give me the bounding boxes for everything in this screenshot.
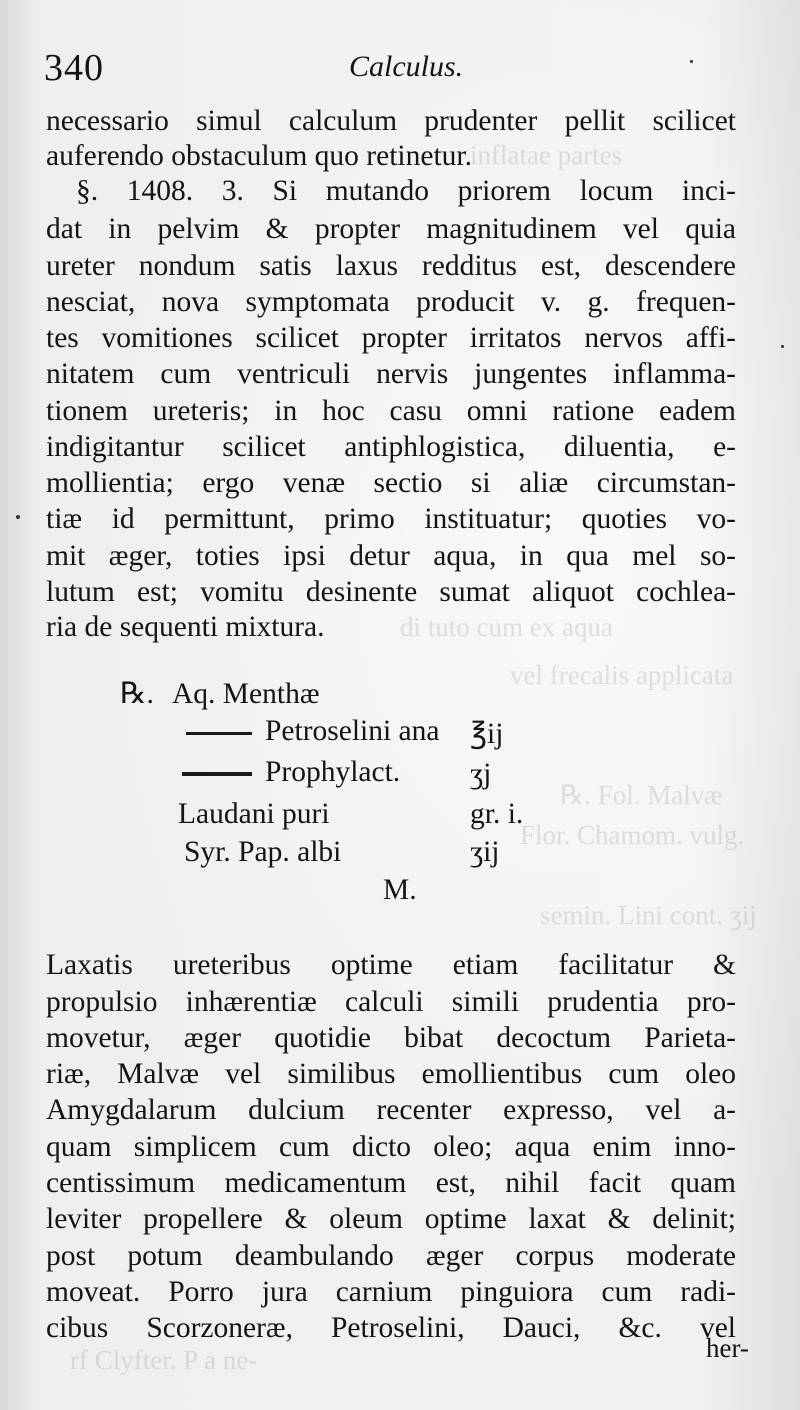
rx-ingredient: Laudani puri [178, 798, 330, 830]
text-line: movetur, æger quotidie bibat decoctum Parieta- [46, 1022, 736, 1054]
ink-speck [16, 515, 20, 519]
ditto-dash [186, 732, 252, 735]
rx-ingredient: Aq. Menthæ [172, 678, 320, 710]
show-through-text: rf Clyfter. P a ne- [70, 1345, 258, 1375]
page-header [44, 40, 744, 96]
show-through-text: semin. Lini cont. ʒij [540, 900, 757, 930]
rx-misce: M. [383, 874, 417, 906]
ink-speck [781, 345, 784, 348]
text-line: centissimum medicamentum est, nihil facit quam [46, 1167, 736, 1199]
rx-ingredient: Prophylact. [265, 756, 401, 788]
page-number: 340 [44, 47, 104, 89]
show-through-text: inflatae partes [470, 140, 623, 170]
text-line: nesciat, nova symptomata producit v. g. frequen- [46, 286, 736, 318]
text-line: ureter nondum satis laxus redditus est, descendere [46, 250, 736, 282]
ink-speck [690, 60, 693, 63]
text-line: Amygdalarum dulcium recenter expresso, vel a- [46, 1094, 736, 1126]
rx-ingredient: Petroselini ana [265, 715, 440, 747]
rx-dose: ℥ij [470, 718, 504, 750]
rx-symbol: ℞. [120, 678, 154, 710]
text-line: ria de sequenti mixtura. [46, 611, 325, 643]
text-line: cibus Scorzoneræ, Petroselini, Dauci, &c. vel [46, 1312, 736, 1344]
text-line: leviter propellere & oleum optime laxat & delinit; [46, 1203, 736, 1235]
text-line: propulsio inhærentiæ calculi simili prudentia pro- [46, 986, 736, 1018]
text-line: post potum deambulando æger corpus moderate [46, 1240, 736, 1272]
rx-ingredient: Syr. Pap. albi [184, 836, 342, 868]
show-through-text: Flor. Chamom. vulg. [520, 820, 745, 850]
text-line: nitatem cum ventriculi nervis jungentes inflamma- [46, 358, 736, 390]
text-line: §. 1408. 3. Si mutando priorem locum inci- [76, 175, 736, 207]
show-through-text: ℞. Fol. Malvæ [560, 780, 723, 810]
catchword: her- [706, 1333, 749, 1363]
text-line: tionem ureteris; in hoc casu omni ratione eadem [46, 395, 736, 427]
rx-dose: ʒj [470, 758, 492, 790]
text-line: tiæ id permittunt, primo instituatur; quoties vo- [46, 503, 736, 535]
text-line: moveat. Porro jura carnium pinguiora cum radi- [46, 1276, 736, 1308]
text-line: lutum est; vomitu desinente sumat aliquot cochlea- [46, 576, 736, 608]
text-line: quam simplicem cum dicto oleo; aqua enim inno- [46, 1131, 736, 1163]
show-through-text: vel frecalis applicata [510, 660, 734, 690]
ditto-dash [182, 772, 252, 776]
text-line: auferendo obstaculum quo retinetur. [46, 140, 472, 172]
running-head: Calculus. [349, 50, 464, 83]
text-line: indigitantur scilicet antiphlogistica, diluentia, e- [46, 431, 736, 463]
text-line: mit æger, toties ipsi detur aqua, in qua mel so- [46, 540, 736, 572]
text-line: Laxatis ureteribus optime etiam facilitatur & [46, 949, 736, 981]
text-line: mollientia; ergo venæ sectio si aliæ circumstan- [46, 467, 736, 499]
text-line: necessario simul calculum prudenter pellit scilicet [46, 105, 736, 137]
text-line: dat in pelvim & propter magnitudinem vel quia [46, 213, 736, 245]
text-line: tes vomitiones scilicet propter irritatos nervos affi- [46, 322, 736, 354]
rx-dose: gr. i. [470, 798, 524, 830]
rx-dose: ʒij [470, 836, 500, 868]
show-through-text: di tuto cum ex aqua [400, 612, 613, 642]
text-line: riæ, Malvæ vel similibus emollientibus cum oleo [46, 1058, 736, 1090]
